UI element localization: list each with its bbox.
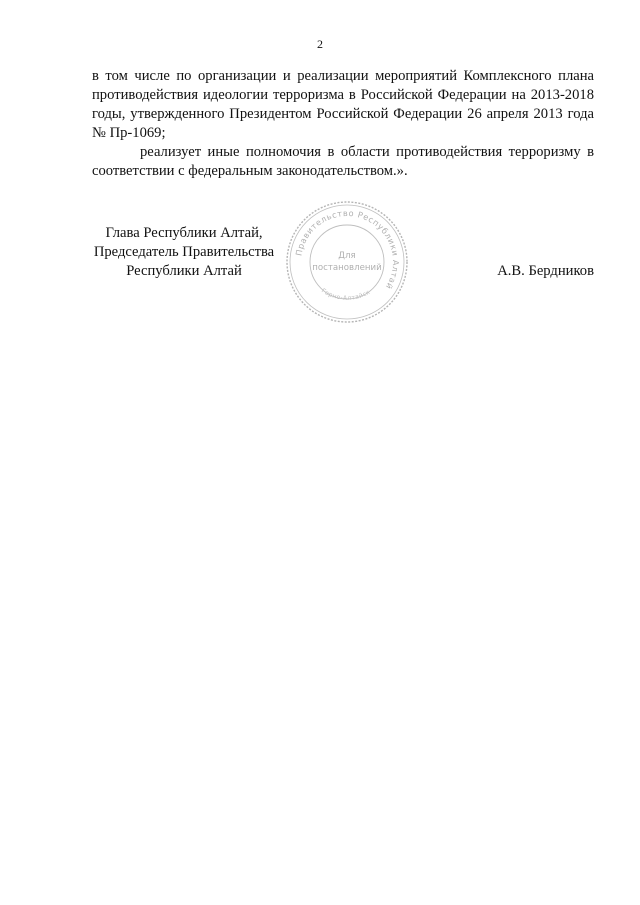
signer-title xyxy=(88,224,280,281)
document-body xyxy=(92,67,594,181)
svg-text:Правительство Республики Алтай xyxy=(293,208,401,291)
paragraph-1: в том числе по организации и реализации мероприятий Комплексного плана противодействия идеологии терроризма в Российской Федерации на 2013-2018 годы, утвержденного Президентом Российской Федерации 26 апреля 2013 года № Пр-1069; xyxy=(92,68,594,141)
page-number: 2 xyxy=(317,37,323,51)
seal-inner-text-1: Для xyxy=(338,251,356,261)
seal-icon xyxy=(285,200,409,324)
seal-outer-text: Правительство Республики Алтай xyxy=(293,207,402,292)
seal-lower-text: Горно-Алтайск xyxy=(320,287,372,302)
signer-name: А.В. Бердников xyxy=(497,263,594,279)
official-seal-stamp xyxy=(285,200,409,324)
seal-inner-text-2: постановлений xyxy=(312,263,382,273)
paragraph-2: реализует иные полномочия в области противодействия терроризму в соответствии с федеральным законодательством.». xyxy=(92,144,594,179)
svg-text:Горно-Алтайск xyxy=(320,287,371,302)
signer-title-line-1: Глава Республики Алтай, xyxy=(105,225,263,241)
signer-title-line-3: Республики Алтай xyxy=(126,263,242,279)
signer-title-line-2: Председатель Правительства xyxy=(93,244,275,260)
